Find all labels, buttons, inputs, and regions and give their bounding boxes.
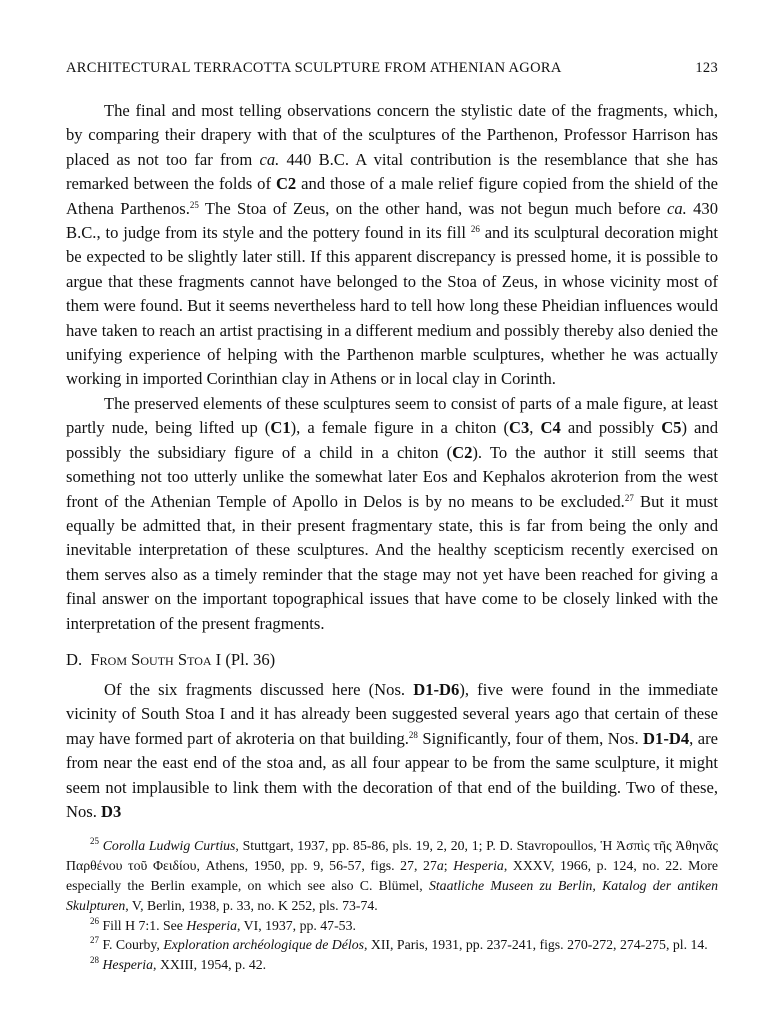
- circa: ca.: [666, 198, 687, 218]
- section-title: From South Stoa I: [90, 649, 222, 669]
- text: and possibly: [560, 418, 662, 438]
- text: Significantly, four of them, Nos.: [417, 728, 644, 748]
- text: A vital contribution is the resemblance that she has remarked between the folds of: [66, 149, 719, 194]
- text: and those of a male relief figure copied from the shield of the Athena Parthenos.: [66, 174, 718, 218]
- catalogue-ref: C1: [270, 418, 291, 438]
- text: , XXIII, 1954, p. 42.: [153, 957, 267, 973]
- text: , Athens, 1950, pp. 9, 56-57, figs. 27, 27: [196, 858, 437, 874]
- catalogue-ref: C3: [509, 418, 530, 438]
- footnote-ref-25[interactable]: 25: [189, 199, 199, 210]
- text: Of the six fragments discussed here (Nos.: [104, 679, 414, 699]
- running-title: ARCHITECTURAL TERRACOTTA SCULPTURE FROM ATHENIAN AGORA: [66, 60, 562, 76]
- catalogue-ref: D1-D6: [413, 679, 460, 699]
- journal: Hesperia: [453, 858, 504, 874]
- paragraph-south-stoa: [66, 678, 718, 824]
- text: The final and most telling observations concern the stylistic date of the fragments, which, by comparing their drapery with that of the sculptures of the Parthenon, Professor Harrison has placed as not too far from: [66, 101, 718, 169]
- bc-abbrev: B.C.: [66, 223, 97, 243]
- bc-abbrev: B.C.: [318, 149, 350, 169]
- page-number: 123: [695, 60, 718, 76]
- text: , are from near the east end of the stoa and, as all four appear to be from the same sculpture, it might seem not implausible to link them with the decoration of that end of the building. Two of these, Nos.: [66, 728, 718, 821]
- journal: Hesperia: [102, 957, 154, 973]
- plate-ref: (Pl. 36): [225, 649, 276, 669]
- footnote-number: 27: [90, 935, 99, 946]
- footnotes: [66, 836, 718, 975]
- text: ), five were found in the immediate vicinity of South Stoa I and it has already been suggested several years ago that certain of these may have formed part of akroteria on that building.: [66, 679, 718, 748]
- footnote-ref-27[interactable]: 27: [624, 492, 634, 503]
- footnote-ref-28[interactable]: 28: [408, 729, 418, 740]
- running-header: [66, 60, 718, 77]
- text: , V, Berlin, 1938, p. 33, no. K 252, pls. 73-74.: [125, 897, 378, 913]
- text: ), a female figure in a chiton (: [290, 418, 510, 438]
- text: ;: [443, 858, 454, 874]
- section-heading: [66, 648, 718, 672]
- text: , XII, Paris, 1931, pp. 237-241, figs. 270-272, 274-275, pl. 14.: [363, 937, 708, 953]
- text: 440: [279, 149, 319, 169]
- footnote-27: [66, 935, 718, 955]
- text: ). To the author it still seems that something not too utterly unlike the somewhat later Eos and Kephalos akroterion from the west front of the Athenian Temple of Apollo in Delos is by no means to be excluded.: [66, 442, 719, 511]
- text: , Stuttgart, 1937, pp. 85-86, pls. 19, 2, 20, 1; P. D. Stavropoullos,: [235, 838, 601, 854]
- text: ,: [529, 418, 541, 438]
- text: , VI, 1937, pp. 47-53.: [236, 917, 356, 933]
- text: F. Courby,: [99, 937, 164, 953]
- catalogue-ref: C2: [452, 442, 473, 462]
- circa: ca.: [259, 149, 280, 169]
- text: But it must equally be admitted that, in their present fragmentary state, this is far from being the only and inevitable interpretation of these sculptures. And the healthy scepticism recently exercised on them serves also as a timely reminder that the stage may not yet have been reached for giving a final answer on the important topographical issues that have come to be closely linked with the interpretation of the present fragments.: [66, 491, 718, 633]
- catalogue-ref: D1-D4: [643, 728, 690, 748]
- fig-suffix: a: [436, 858, 444, 874]
- catalogue-ref: C4: [540, 418, 561, 438]
- text: The preserved elements of these sculptures seem to consist of parts of a male figure, at least partly nude, being lifted up (: [66, 393, 718, 438]
- greek-title: Ἡ Ἀσπὶς τῆς Ἀθηνᾶς Παρθένου τοῦ Φειδίου: [66, 838, 718, 874]
- catalogue-ref: C2: [275, 174, 297, 194]
- text: and its sculptural decoration might be expected to be slightly later still. If this apparent discrepancy is pressed home, it is possible to argue that these fragments cannot have belonged to the Stoa of Zeus, in whose vicinity most of them were found. But it seems nevertheless hard to tell how long these Pheidian influences would have taken to reach an artist practising in a different medium and possibly thereby also denied the unifying experience of helping with the Parthenon marble sculptures, whether he was actually working in imported Corinthian clay in Athens or in local clay in Corinth.: [66, 223, 718, 389]
- paragraph-stylistic-date: [66, 99, 718, 392]
- footnote-number: 25: [90, 836, 99, 847]
- catalogue-ref: C5: [661, 418, 682, 438]
- text: The Stoa of Zeus, on the other hand, was not begun much before: [198, 198, 667, 218]
- text: Fill H 7:1. See: [99, 917, 187, 933]
- catalogue-ref: D3: [101, 801, 122, 821]
- text: , to judge from its style and the pottery found in its fill: [96, 223, 471, 243]
- footnote-26: [66, 916, 718, 936]
- section-letter: D.: [66, 649, 83, 669]
- text: ) and possibly the subsidiary figure of a child in a chiton (: [66, 418, 719, 462]
- footnote-number: 28: [90, 955, 99, 966]
- paragraph-preserved-elements: [66, 392, 718, 636]
- journal: Hesperia: [186, 917, 237, 933]
- title: Staatliche Museen zu Berlin, Katalog der antiken Skulpturen: [66, 877, 718, 913]
- title: Corolla Ludwig Curtius: [102, 838, 236, 854]
- text: 430: [686, 198, 718, 218]
- title: Exploration archéologique de Délos: [163, 937, 364, 953]
- footnote-25: [66, 836, 718, 915]
- footnote-ref-26[interactable]: 26: [470, 224, 480, 235]
- document-page: [66, 60, 718, 975]
- text: , XXXV, 1966, p. 124, no. 22. More especially the Berlin example, on which see also C. Blümel,: [66, 858, 718, 893]
- footnote-28: [66, 955, 718, 975]
- footnote-number: 26: [90, 915, 99, 926]
